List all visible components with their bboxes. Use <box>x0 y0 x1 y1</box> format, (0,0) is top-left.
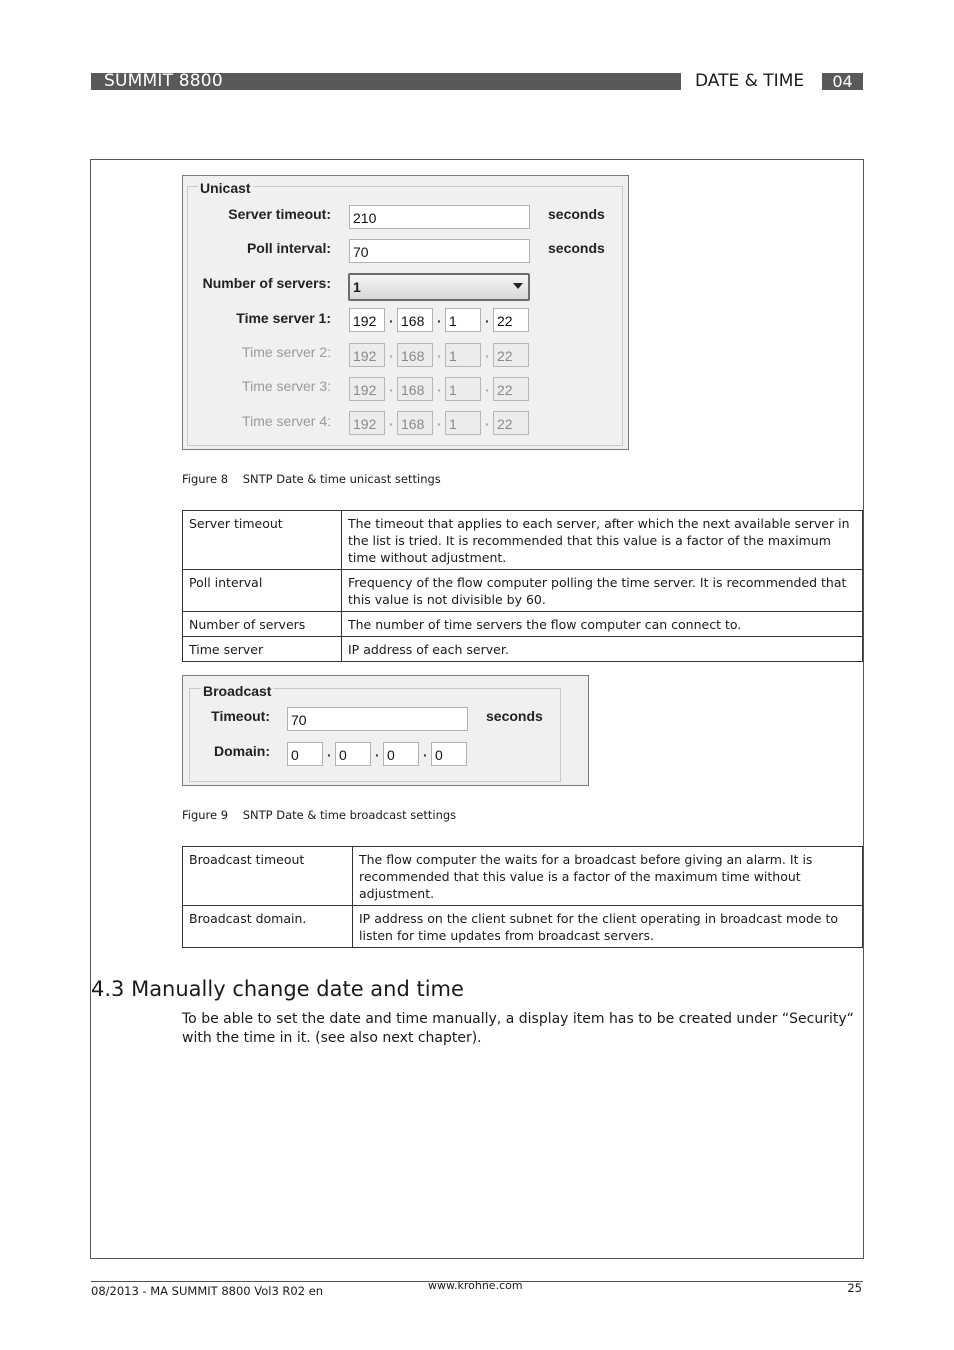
header-section: DATE & TIME <box>695 71 805 91</box>
ip-octet-input: 192 <box>349 377 385 401</box>
time-server-label: Time server 1: <box>236 310 331 326</box>
ip-separator: · <box>423 747 428 763</box>
broadcast-domain-label: Domain: <box>214 743 270 759</box>
ip-separator: · <box>437 382 442 398</box>
ip-octet-input: 168 <box>397 411 433 435</box>
ip-separator: · <box>389 348 394 364</box>
broadcast-parameters-table <box>182 846 863 948</box>
ip-octet-input[interactable]: 22 <box>493 308 529 332</box>
section-heading: 4.3 Manually change date and time <box>91 977 464 1001</box>
server-timeout-label: Server timeout: <box>228 206 331 222</box>
number-of-servers-select[interactable] <box>348 273 530 301</box>
page-number: 25 <box>847 1281 862 1295</box>
ip-octet-input: 22 <box>493 343 529 367</box>
broadcast-legend: Broadcast <box>203 683 272 699</box>
ip-separator: · <box>437 313 442 329</box>
time-server-label: Time server 3: <box>242 378 331 394</box>
table-cell-description: The number of time servers the flow computer can connect to. <box>342 612 863 637</box>
number-of-servers-label: Number of servers: <box>202 275 331 291</box>
unicast-legend: Unicast <box>200 180 251 196</box>
ip-octet-input: 1 <box>445 411 481 435</box>
ip-octet-input[interactable]: 192 <box>349 308 385 332</box>
table-cell-term: Time server <box>183 637 342 662</box>
section-paragraph: To be able to set the date and time manually, a display item has to be created under “Security“ with the time in it. (see also next chapter). <box>182 1011 854 1046</box>
ip-separator: · <box>437 416 442 432</box>
ip-octet-input: 168 <box>397 377 433 401</box>
footer-document-id: 08/2013 - MA SUMMIT 8800 Vol3 R02 en <box>91 1284 324 1298</box>
ip-octet-input[interactable]: 0 <box>383 742 419 766</box>
unicast-settings-screenshot <box>182 175 629 450</box>
table-cell-description: IP address on the client subnet for the client operating in broadcast mode to listen for time updates from broadcast servers. <box>353 906 863 948</box>
broadcast-settings-screenshot <box>182 675 589 786</box>
table-cell-description: Frequency of the flow computer polling the time server. It is recommended that this value is not divisible by 60. <box>342 570 863 612</box>
ip-octet-input: 1 <box>445 343 481 367</box>
table-row <box>183 637 863 662</box>
ip-separator: · <box>375 747 380 763</box>
ip-octet-input: 1 <box>445 377 481 401</box>
ip-separator: · <box>389 416 394 432</box>
ip-separator: · <box>485 382 490 398</box>
ip-octet-input[interactable]: 168 <box>397 308 433 332</box>
time-server-label: Time server 2: <box>242 344 331 360</box>
number-of-servers-value: 1 <box>353 279 361 295</box>
table-cell-term: Server timeout <box>183 511 342 570</box>
table-row <box>183 612 863 637</box>
table-cell-description: The timeout that applies to each server, after which the next available server in the list is tried. It is recommended that this value is a factor of the maximum time without adjustment. <box>342 511 863 570</box>
table-cell-term: Poll interval <box>183 570 342 612</box>
unicast-parameters-table <box>182 510 863 662</box>
ip-separator: · <box>389 382 394 398</box>
table-cell-term: Number of servers <box>183 612 342 637</box>
ip-octet-input[interactable]: 0 <box>431 742 467 766</box>
broadcast-timeout-input[interactable]: 70 <box>287 707 468 731</box>
ip-separator: · <box>389 313 394 329</box>
header-chapter: 04 <box>822 73 863 90</box>
figure-8-caption: Figure 8 SNTP Date & time unicast settings <box>182 472 441 486</box>
ip-octet-input: 192 <box>349 411 385 435</box>
broadcast-timeout-label: Timeout: <box>211 708 270 724</box>
ip-separator: · <box>437 348 442 364</box>
footer-website: www.krohne.com <box>428 1279 523 1292</box>
poll-interval-input[interactable]: 70 <box>349 239 530 263</box>
poll-interval-label: Poll interval: <box>246 240 331 256</box>
table-row <box>183 511 863 570</box>
server-timeout-input[interactable]: 210 <box>349 205 530 229</box>
table-cell-term: Broadcast timeout <box>183 847 353 906</box>
ip-separator: · <box>485 313 490 329</box>
ip-octet-input[interactable]: 0 <box>335 742 371 766</box>
broadcast-timeout-unit: seconds <box>486 708 543 724</box>
table-cell-description: The flow computer the waits for a broadcast before giving an alarm. It is recommended that this value is a factor of the maximum time without adjustment. <box>353 847 863 906</box>
ip-octet-input: 22 <box>493 377 529 401</box>
header-product: SUMMIT 8800 <box>104 71 223 91</box>
figure-9-caption: Figure 9 SNTP Date & time broadcast settings <box>182 808 457 822</box>
table-row <box>183 847 863 906</box>
poll-interval-unit: seconds <box>548 240 605 256</box>
time-server-label: Time server 4: <box>242 413 331 429</box>
ip-octet-input: 168 <box>397 343 433 367</box>
chevron-down-icon <box>513 283 523 289</box>
ip-octet-input: 192 <box>349 343 385 367</box>
server-timeout-unit: seconds <box>548 206 605 222</box>
table-row <box>183 570 863 612</box>
table-cell-term: Broadcast domain. <box>183 906 353 948</box>
ip-separator: · <box>485 348 490 364</box>
ip-octet-input: 22 <box>493 411 529 435</box>
ip-octet-input[interactable]: 0 <box>287 742 323 766</box>
table-row <box>183 906 863 948</box>
ip-separator: · <box>485 416 490 432</box>
table-cell-description: IP address of each server. <box>342 637 863 662</box>
ip-octet-input[interactable]: 1 <box>445 308 481 332</box>
ip-separator: · <box>327 747 332 763</box>
